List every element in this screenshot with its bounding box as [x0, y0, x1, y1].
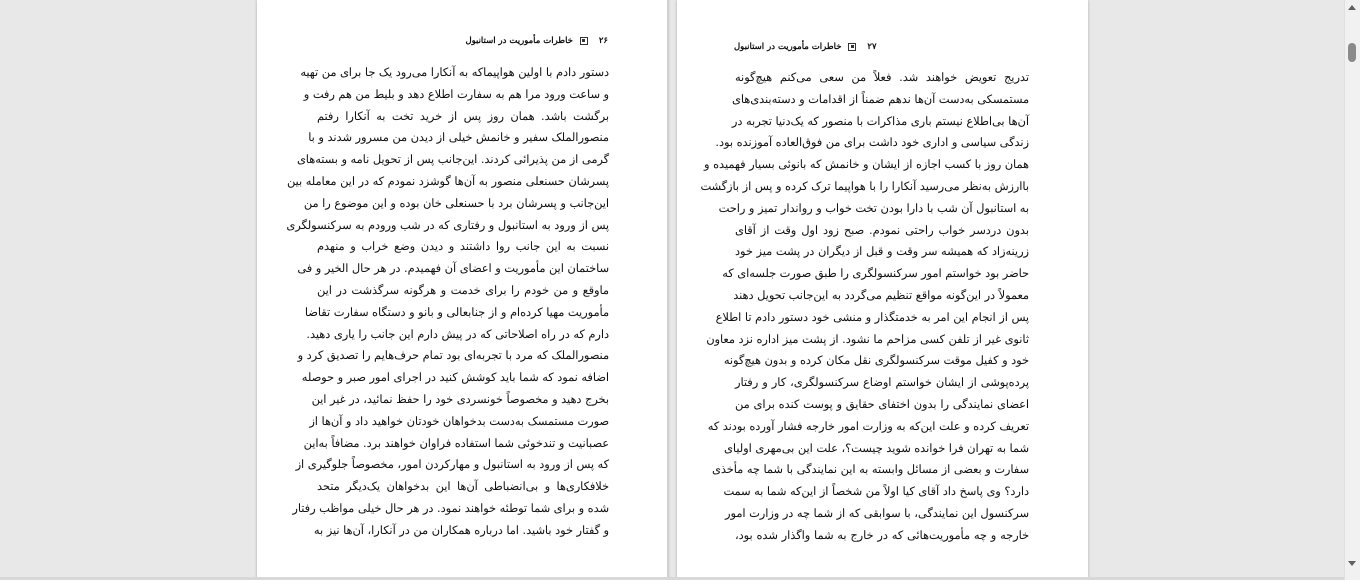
- text-line: دستور دادم با اولین هواپیماکه به آنکارا می‌رود یک جا برای من تهیه: [300, 66, 609, 79]
- running-title: خاطرات مأموریت در استانبول: [734, 42, 842, 52]
- text-line: و ساعت ورود مرا هم به سفارت اطلاع دهد و بلیط من هم رفت و: [303, 87, 609, 101]
- text-line: همان روز با کسب اجازه از ایشان و خانمش که بانوئی بسیار فهمیده و: [704, 158, 1029, 172]
- text-line: منصورالملک که مرد با تجربه‌ای بود تمام حرف‌هایم را تصدیق کرد و: [297, 349, 609, 363]
- page-header: [465, 36, 608, 46]
- text-line: آن‌ها بی‌اطلاع نیستم باری مذاکرات با منصور که یک‌دنیا تجربه در: [731, 114, 1029, 128]
- page-27: [677, 0, 1088, 580]
- text-line: تدریج تعویض خواهند شد. فعلاً من سعی می‌کنم هیچ‌گونه: [735, 71, 1029, 84]
- text-line: پسرشان حسنعلی منصور به آن‌ها گوشزد نمودم که در این معامله بین: [286, 174, 609, 188]
- page-number: ۲۷: [867, 42, 877, 52]
- text-line: شما به تهران فرا خوانده شوید چیست؟، علت این بی‌مهری اولیای: [724, 441, 1029, 455]
- text-line: دارد؟ وی پاسخ داد آقای کیا اولاً من شخصاً از این‌که شما به سمت: [723, 485, 1029, 499]
- text-line: زندگی سیاسی و اداری خود داشت برای من فوق‌العاده آموزنده بود.: [715, 136, 1029, 150]
- text-line: مأموریت مهیا کرده‌ام و از جنابعالی و بانو و دستگاه سفارت تقاضا: [304, 305, 609, 319]
- page-26: [257, 0, 668, 580]
- text-line: عصبانیت و تندخوئی شما استفاده فراوان خواهند برد. مضافاً به‌این: [303, 436, 609, 450]
- text-line: خود و کفیل موقت سرکنسولگری نقل مکان کرده و بدون هیچ‌گونه: [723, 354, 1029, 368]
- page-number: ۲۶: [598, 36, 608, 46]
- ornament-icon: [580, 37, 588, 45]
- text-line: دارم که در راه اصلاحاتی که در پیش دارم این جانب را یاری دهید.: [306, 327, 609, 341]
- text-line: که پس از ورود به استانبول و مهارکردن امور، مخصوصاً جلوگیری از: [295, 458, 609, 472]
- vertical-scrollbar[interactable]: [1344, 0, 1360, 580]
- text-line: برگشت باشد. همان روز پس از خرید تخت به آنکارا رفتم: [317, 109, 609, 123]
- text-line: اضافه نمود که شما باید کوشش کنید در اجرای امور صبر و حوصله: [301, 371, 609, 385]
- page-gutter: [667, 0, 669, 580]
- text-line: معمولاً در این‌گونه مواقع تنظیم می‌گردد به این‌جانب تحویل دهند: [733, 288, 1029, 302]
- text-line: بدون دردسر خواب راحتی نمودم. صبح زود اول وقت از آقای: [735, 223, 1029, 237]
- text-line: گرمی از من پذیرائی کردند. این‌جانب پس از تحویل نامه و بسته‌های: [296, 153, 609, 167]
- text-line: ثانوی غیر از تلفن کسی مزاحم ما نشود. از پشت میز اداره نزد معاون: [706, 332, 1029, 346]
- page-body-text: [700, 67, 1029, 547]
- text-line: پس از انجام این امر به خدمتگذار و منشی خود دستور دادم تا اطلاع: [715, 310, 1029, 324]
- page-body-text: [286, 62, 609, 542]
- text-line: حاضر بود خواستم امور سرکنسولگری را طبق صورت جلسه‌ای که: [722, 267, 1029, 281]
- text-line: شده و برای شما توطئه خواهند نمود. در هر حال خیلی مواظب رفتار: [292, 501, 609, 515]
- text-line: زرینه‌زاد که همیشه سر وقت و قبل از دیگران در پشت میز خود: [735, 245, 1029, 259]
- text-line: مستمسکی به‌دست آن‌ها ندهم ضمناً از اقدامات و دسته‌بندی‌های: [732, 92, 1029, 106]
- text-line: تعریف کرده و علت این‌که به وزارت امور خارجه فشار آورده بودند که: [707, 419, 1029, 433]
- text-line: ماوقع و من خودم را برای خدمت و هرگونه سرگذشت در این: [317, 283, 609, 297]
- text-line: پرده‌پوشی از ایشان خواستم اوضاع سرکنسولگری، کار و رفتار: [735, 376, 1029, 390]
- text-line: بخرج دهید و مخصوصاً خونسردی خود را حفظ نمائید، در غیر این: [311, 392, 609, 406]
- text-line: خلافکاری‌ها و بی‌انضباطی آن‌ها این بدخواهان یک‌دیگر متحد: [317, 480, 609, 494]
- text-line: سفارت و بعضی از مسائل وابسته به این نمایندگی با شما چه مأخذی: [711, 463, 1029, 477]
- text-line: اعضای نمایندگی را بدون اختفای حقایق و پوست کنده برای من: [735, 397, 1029, 411]
- text-line: باارزش به‌نظر می‌رسید آنکارا را با هواپیما ترک کرده و پس از بازگشت: [700, 179, 1029, 193]
- scroll-thumb[interactable]: [1348, 43, 1356, 62]
- scroll-up-arrow-icon[interactable]: [1348, 5, 1356, 10]
- ornament-icon: [848, 43, 856, 51]
- text-line: صورت مستمسک به‌دست بدخواهان خودتان خواهید داد و آن‌ها از: [309, 414, 609, 428]
- text-line: سرکنسول این نمایندگی، با سوابقی که از شما چه در وزارت امور: [725, 506, 1029, 520]
- text-line: پس از ورود به استانبول و رفتاری که در شب ورودم به سرکنسولگری: [286, 218, 609, 232]
- text-line: منصورالملک سفیر و خانمش خیلی از دیدن من مسرور شدند و با: [308, 131, 609, 145]
- text-line: و گفتار خود باشید. اما درباره همکاران من در آنکارا، آن‌ها نیز به: [313, 523, 609, 537]
- text-line: به استانبول آن شب با دارا بودن تخت خواب و رواندار تمیز و راحت: [718, 201, 1029, 215]
- text-line: نسبت به این جانب روا داشتند و دیدن وضع خراب و منهدم: [317, 240, 609, 254]
- text-line: این‌جانب و پسرشان برد با حسنعلی خان بوده و این موضوع را من: [303, 196, 609, 210]
- running-title: خاطرات مأموریت در استانبول: [465, 36, 573, 46]
- text-line: خارجه و چه مأموریت‌هائی که در خارج به شما واگذار شده بود،: [735, 528, 1029, 542]
- scroll-down-arrow-icon[interactable]: [1348, 561, 1356, 566]
- text-line: ساختمان این مأموریت و اعضای آن فهمیدم. در هر حال الخیر و فی: [297, 262, 609, 276]
- page-header: [734, 42, 877, 52]
